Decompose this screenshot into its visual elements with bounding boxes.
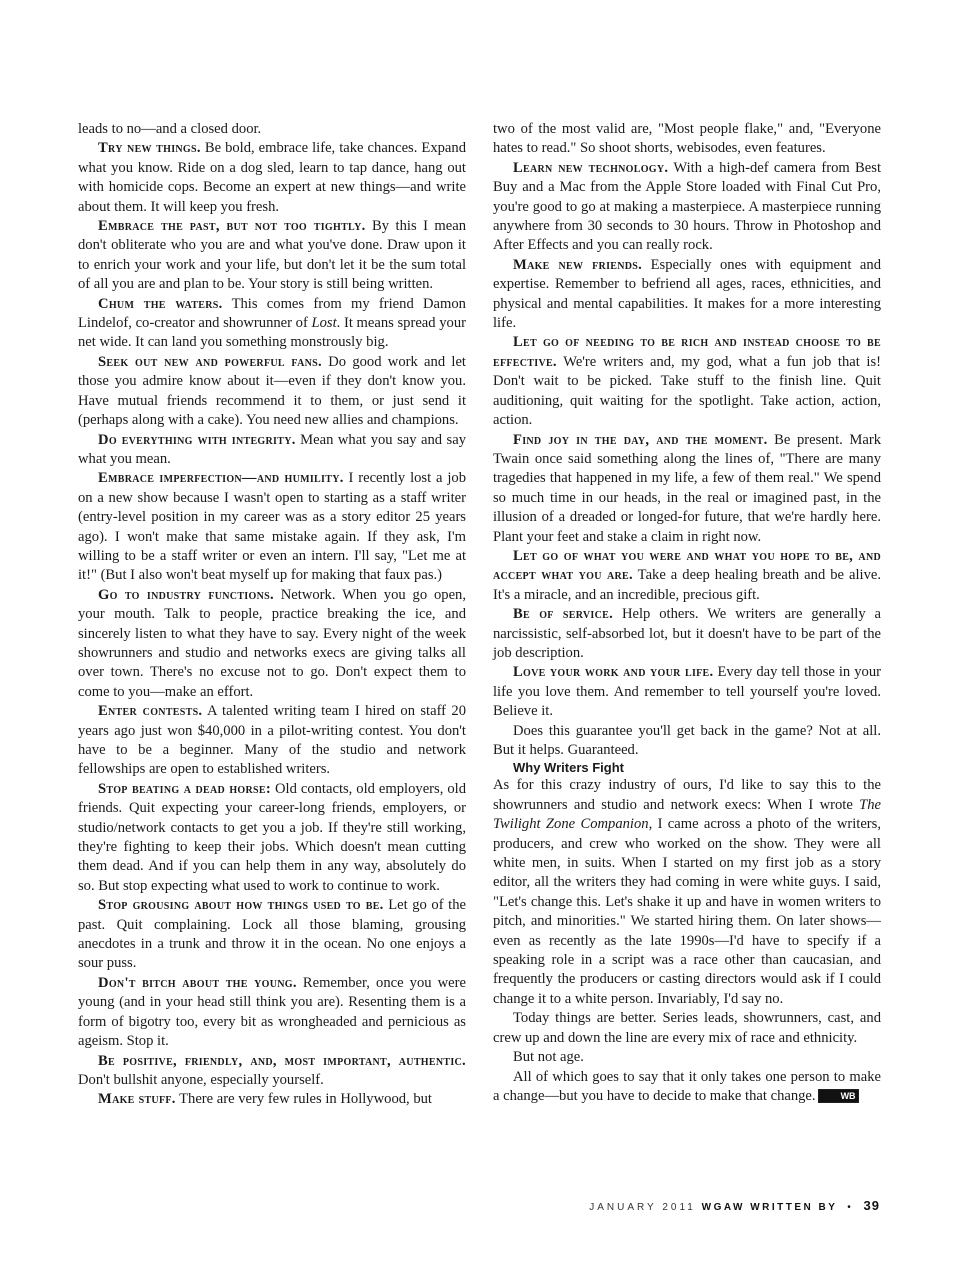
section-heading: Why Writers Fight bbox=[513, 760, 624, 776]
paragraph bbox=[78, 295, 466, 353]
end-mark-icon: WB bbox=[818, 1089, 859, 1103]
paragraph-text: Every day tell those in your life you love them. And remember to tell yourself you're loved. Believe it. bbox=[493, 664, 881, 720]
paragraph bbox=[493, 431, 881, 547]
paragraph bbox=[78, 469, 466, 585]
lead-in: Try new things. bbox=[98, 140, 201, 157]
lead-in: Enter contests. bbox=[98, 703, 203, 720]
page-footer bbox=[589, 1198, 880, 1213]
paragraph-text: Let go of the past. Quit complaining. Lock all those blaming, grousing anecdotes in a trunk and throw it in the ocean. No one enjoys a sour puss. bbox=[78, 897, 466, 972]
paragraph bbox=[78, 974, 466, 1052]
paragraph-text: Does this guarantee you'll get back in the game? Not at all. But it helps. Guaranteed. bbox=[493, 722, 881, 758]
paragraph bbox=[78, 1052, 466, 1091]
paragraph bbox=[78, 353, 466, 431]
paragraph-text: Be bold, embrace life, take chances. Expand what you know. Ride on a dog sled, learn to tap dance, hang out with homicide cops. Become an expert at new things—and write about them. It will keep you fresh. bbox=[78, 140, 466, 215]
lead-in: Go to industry functions. bbox=[98, 586, 274, 603]
paragraph-text: Especially ones with equipment and expertise. Remember to befriend all ages, races, ethnicities, and physical and mental capabilities. It makes for a more interesting life. bbox=[493, 256, 881, 332]
paragraph-text: Old contacts, old employers, old friends. Quit expecting your career-long friends, employers, or studio/network contacts to get you a job. If they're still working, they're fighting to keep their jobs. Which doesn't mean cutting them dead. And if you can help them in any way, absolutely do so. But stop expecting what used to work to continue to work. bbox=[78, 780, 466, 894]
paragraph bbox=[493, 605, 881, 663]
book-title: The Twilight Zone Companion, bbox=[493, 796, 881, 833]
paragraph-text: As for this crazy industry of ours, I'd like to say this to the showrunners and studio and network execs: When I wrote bbox=[493, 777, 881, 813]
paragraph-text: Today things are better. Series leads, showrunners, cast, and crew up and down the line are every mix of race and ethnicity. bbox=[493, 1010, 881, 1046]
paragraph-text: I recently lost a job on a new show because I wasn't open to starting as a staff writer (entry-level position in my career was as a story editor 25 years ago). I won't make that same mistake again. If they ask, I'm willing to be a staff writer or even an intern. I'll say, "Let me at it!" (But I also won't beat myself up for making that faux pas.) bbox=[78, 470, 466, 584]
paragraph-text: All of which goes to say that it only takes one person to make a change—but you have to decide to make that change. bbox=[493, 1068, 881, 1104]
paragraph-text: I came across a photo of the writers, producers, and crew who worked on the show. They were all white men, in suits. When I started on my first job as a story editor, all the writers they had coming in were white guys. I said, "Let's change this. Let's shake it up and have in women writers to pitch, and minorities." We started hiring them. On later shows—even as recently as the late 1990s—I'd have to specify if a speaking role in a script was a race other than caucasian, and frequently the producers or casting directors would ask if I could change it to a white person. Invariably, I'd say no. bbox=[493, 816, 881, 1007]
paragraph-text: leads to no—and a closed door. bbox=[78, 121, 262, 137]
paragraph bbox=[493, 1048, 881, 1067]
lead-in: Let go of what you were and what you hope to be, and accept what you are. bbox=[493, 547, 881, 584]
lead-in: Embrace imperfection—and humility. bbox=[98, 470, 344, 487]
lead-in: Be positive, friendly, and, most important, authentic. bbox=[98, 1052, 466, 1069]
magazine-name: WGAW WRITTEN BY bbox=[701, 1202, 838, 1213]
paragraph bbox=[493, 256, 881, 334]
paragraph-text: Remember, once you were young (and in your head still think you are). Resenting them is a form of bigotry too, every bit as wrongheaded and pernicious as ageism. Stop it. bbox=[78, 974, 466, 1050]
lead-in: Seek out new and powerful fans. bbox=[98, 353, 322, 370]
paragraph-text: But not age. bbox=[513, 1049, 584, 1066]
lead-in: Make stuff. bbox=[98, 1091, 176, 1108]
left-column bbox=[78, 120, 466, 1110]
paragraph bbox=[78, 1090, 466, 1109]
paragraph bbox=[493, 722, 881, 761]
paragraph-text: By this I mean don't obliterate who you are and what you've done. Draw upon it to enrich your work and your life, but don't let it be the sum total of all you are and plan to be. Your story is still being written. bbox=[78, 218, 466, 293]
lead-in: Learn new technology. bbox=[513, 159, 669, 176]
paragraph bbox=[493, 776, 881, 1009]
paragraph-text: We're writers and, my god, what a fun job that is! Don't wait to be picked. Take stuff to the finish line. Quit auditioning, quit waiting for the spotlight. Take action, action, action. bbox=[493, 353, 881, 429]
paragraph bbox=[78, 120, 466, 139]
paragraph bbox=[78, 139, 466, 217]
paragraph-text: There are very few rules in Hollywood, but bbox=[175, 1091, 432, 1108]
paragraph-text: two of the most valid are, "Most people flake," and, "Everyone hates to read." So shoot shorts, webisodes, even features. bbox=[493, 121, 881, 157]
page-number: 39 bbox=[863, 1198, 880, 1213]
lead-in: Be of service. bbox=[513, 606, 614, 623]
paragraph bbox=[493, 120, 881, 159]
paragraph-text: Mean what you say and say what you mean. bbox=[78, 431, 466, 467]
show-title: Lost bbox=[311, 315, 337, 332]
paragraph-text: A talented writing team I hired on staff 20 years ago just won $40,000 in a pilot-writing contest. You don't have to be a beginner. Many of the studio and network fellowships are open to established writers. bbox=[78, 703, 467, 778]
paragraph bbox=[493, 1009, 881, 1048]
paragraph bbox=[493, 1068, 881, 1107]
lead-in: Chum the waters. bbox=[98, 295, 223, 312]
lead-in: Stop grousing about how things used to be. bbox=[98, 897, 384, 914]
lead-in: Find joy in the day, and the moment. bbox=[513, 431, 768, 448]
paragraph-text: . It means spread your net wide. It can land you something monstrously big. bbox=[78, 315, 466, 351]
paragraph bbox=[78, 702, 466, 780]
lead-in: Let go of needing to be rich and instead choose to be effective. bbox=[493, 334, 881, 370]
paragraph-text: Help others. We writers are generally a narcissistic, self-absorbed lot, but it doesn't have to be part of the job description. bbox=[493, 606, 881, 661]
lead-in: Make new friends. bbox=[513, 256, 643, 273]
lead-in: Embrace the past, but not too tightly. bbox=[98, 218, 366, 235]
paragraph bbox=[78, 896, 466, 974]
right-column bbox=[493, 120, 881, 1106]
lead-in: Stop beating a dead horse: bbox=[98, 780, 272, 797]
lead-in: Do everything with integrity. bbox=[98, 431, 296, 448]
paragraph-text: Don't bullshit anyone, especially yourself. bbox=[78, 1071, 324, 1088]
paragraph bbox=[78, 586, 466, 702]
paragraph bbox=[78, 217, 466, 295]
paragraph bbox=[493, 159, 881, 256]
bullet-separator: • bbox=[847, 1202, 854, 1213]
paragraph-text: With a high-def camera from Best Buy and a Mac from the Apple Store loaded with Final Cut Pro, you're good to go at making a masterpiece. A masterpiece running anywhere from 30 seconds to 30 hours. Throw in Photoshop and After Effects and you can really rock. bbox=[493, 159, 881, 254]
paragraph-text: This comes from my friend Damon Lindelof, co-creator and showrunner of bbox=[78, 295, 466, 332]
paragraph bbox=[493, 333, 881, 430]
paragraph bbox=[493, 663, 881, 721]
paragraph-text: Be present. Mark Twain once said something along the lines of, "There are many tragedies that happened in my life, a few of them real." We spend so much time in our heads, in the real or imagined past, in the illusion of a dreaded or longed-for future, that we're hardly here. Plant your feet and stake a claim in right now. bbox=[493, 431, 881, 545]
paragraph bbox=[78, 780, 466, 896]
paragraph bbox=[493, 547, 881, 605]
lead-in: Love your work and your life. bbox=[513, 664, 714, 681]
issue-date: JANUARY 2011 bbox=[589, 1202, 696, 1213]
paragraph bbox=[78, 431, 466, 470]
paragraph-text: Do good work and let those you admire know about it—even if they don't know you. Have mutual friends recommend it to them, or just send it (perhaps along with a cake). You need new allies and champions. bbox=[78, 353, 466, 429]
lead-in: Don't bitch about the young. bbox=[98, 974, 297, 991]
paragraph-text: Take a deep healing breath and be alive. It's a miracle, and an incredible, precious gift. bbox=[493, 567, 881, 603]
paragraph-text: Network. When you go open, your mouth. Talk to people, practice breaking the ice, and sincerely listen to what they have to say. Every night of the week showrunners and studio and networks execs are giving talks all over town. There's no excuse not to go. Don't expect them to come to you—make an effort. bbox=[78, 586, 466, 700]
